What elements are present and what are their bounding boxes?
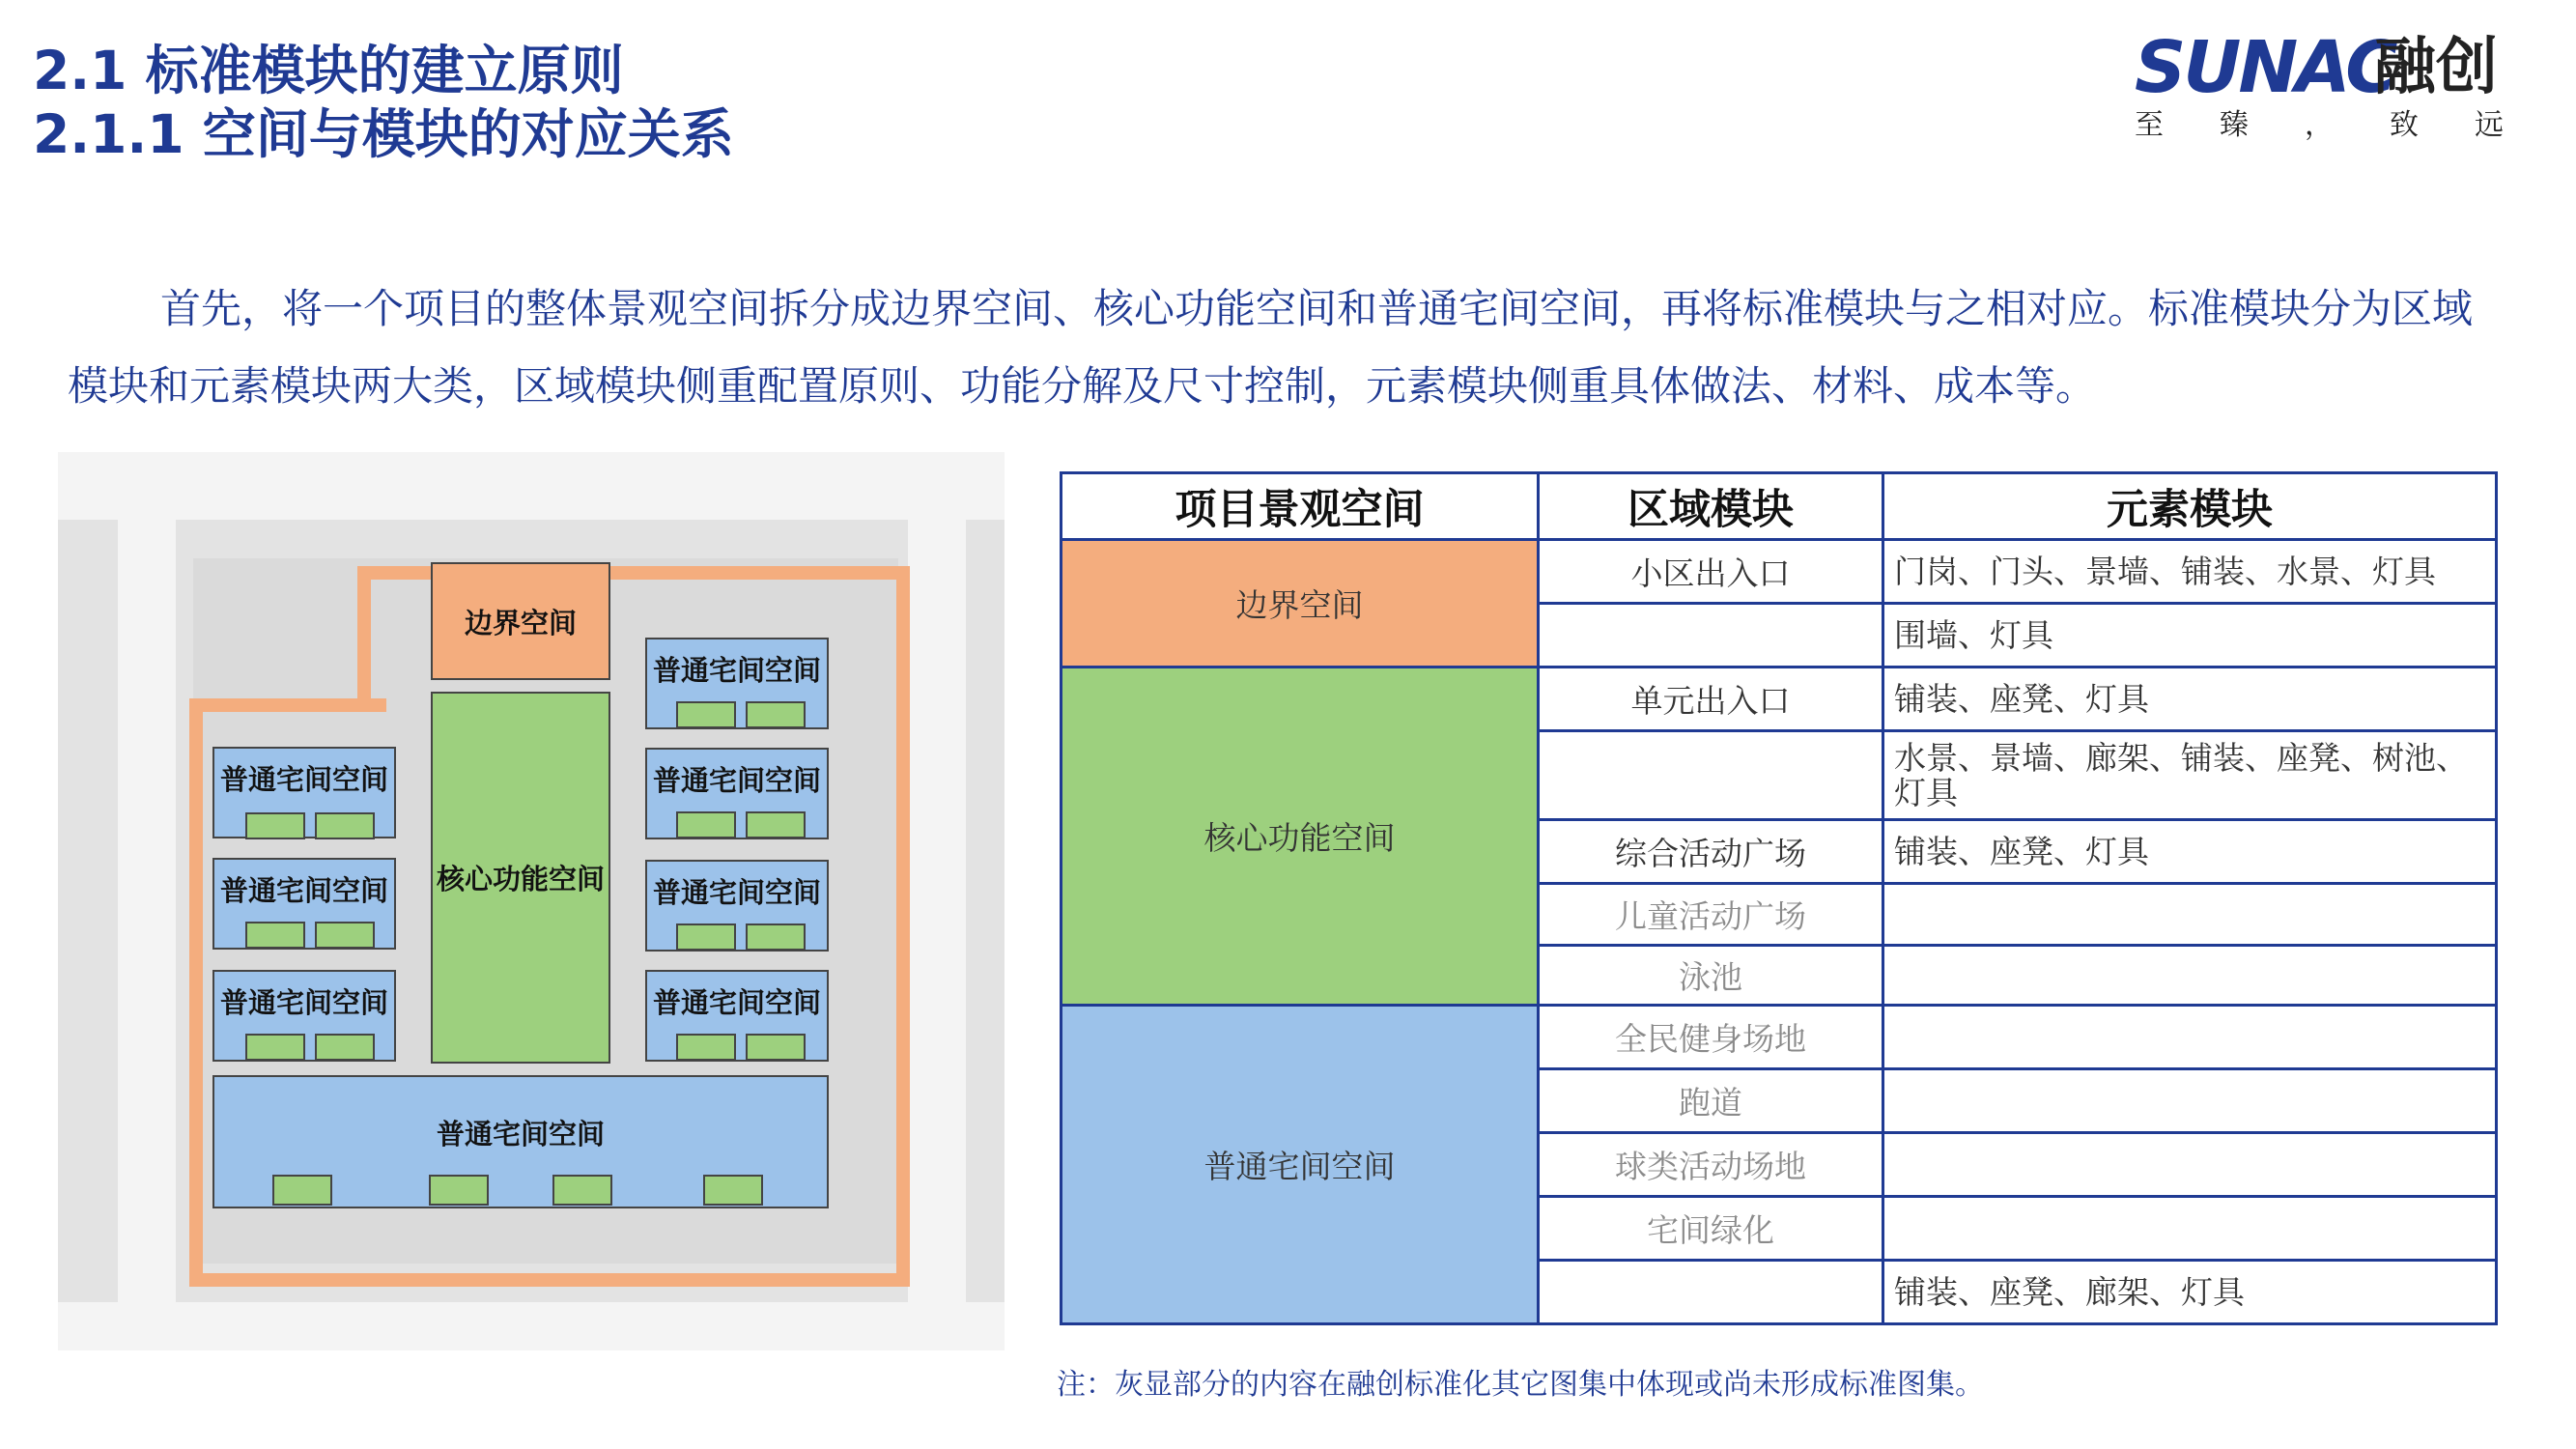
green-plot	[272, 1175, 332, 1206]
element-cell: 铺装、座凳、灯具	[1883, 668, 2497, 731]
zone-residential-label: 普通宅间空间	[219, 986, 388, 1019]
page-title: 2.1 标准模块的建立原则	[33, 40, 624, 101]
green-plot	[676, 701, 736, 728]
area-cell: 跑道	[1539, 1069, 1883, 1133]
road-west	[118, 452, 176, 1350]
area-cell	[1539, 604, 1883, 668]
header-area-module: 区域模块	[1539, 473, 1883, 540]
green-plot	[676, 811, 736, 838]
green-plot	[315, 1034, 375, 1061]
space-module-table	[1060, 471, 2498, 1325]
road-south	[58, 1302, 1005, 1350]
element-cell: 水景、景墙、廊架、铺装、座凳、树池、灯具	[1883, 731, 2497, 820]
zone-core-label: 核心功能空间	[436, 863, 605, 895]
logo-brand-cn: 融创	[2374, 32, 2498, 103]
zone-boundary-label: 边界空间	[464, 606, 577, 639]
zone-core	[431, 692, 610, 1064]
area-cell: 综合活动广场	[1539, 820, 1883, 884]
element-cell	[1883, 884, 2497, 946]
road-east	[908, 452, 966, 1350]
area-cell: 宅间绿化	[1539, 1197, 1883, 1261]
element-cell	[1883, 946, 2497, 1006]
area-cell	[1539, 731, 1883, 820]
element-cell: 铺装、座凳、灯具	[1883, 820, 2497, 884]
footnote: 注：灰显部分的内容在融创标准化其它图集中体现或尚未形成标准图集。	[1057, 1368, 1984, 1402]
header-element-module: 元素模块	[1883, 473, 2497, 540]
zone-residential-label: 普通宅间空间	[652, 764, 821, 797]
road-north	[58, 452, 1005, 520]
green-plot	[245, 1034, 305, 1061]
area-cell: 儿童活动广场	[1539, 884, 1883, 946]
green-plot	[676, 1034, 736, 1061]
green-plot	[746, 1034, 806, 1061]
boundary-outline-step	[357, 566, 371, 712]
green-plot	[429, 1175, 489, 1206]
area-cell: 全民健身场地	[1539, 1006, 1883, 1069]
green-plot	[245, 812, 305, 839]
area-cell: 球类活动场地	[1539, 1133, 1883, 1197]
category-boundary: 边界空间	[1062, 540, 1539, 668]
table-row	[1062, 1006, 2497, 1069]
zone-boundary	[431, 562, 610, 680]
logo-tagline: 至臻，致远	[2135, 108, 2560, 142]
element-cell	[1883, 1197, 2497, 1261]
zone-residential-label: 普通宅间空间	[219, 763, 388, 796]
area-cell: 单元出入口	[1539, 668, 1883, 731]
green-plot	[746, 701, 806, 728]
sunac-logo	[2135, 26, 2560, 142]
green-plot	[245, 922, 305, 949]
category-residential: 普通宅间空间	[1062, 1006, 1539, 1324]
intro-paragraph	[68, 270, 2482, 425]
table-row	[1062, 668, 2497, 731]
table-row	[1062, 540, 2497, 604]
zone-residential-label: 普通宅间空间	[652, 876, 821, 909]
intro-text: 首先，将一个项目的整体景观空间拆分成边界空间、核心功能空间和普通宅间空间，再将标准模块与之相对应。标准模块分为区域模块和元素模块两大类，区域模块侧重配置原则、功能分解及尺寸控制，元素模块侧重具体做法、材料、成本等。	[68, 285, 2474, 410]
green-plot	[746, 811, 806, 838]
green-plot	[315, 812, 375, 839]
green-plot	[676, 923, 736, 951]
site-plan	[58, 452, 1005, 1350]
element-cell: 铺装、座凳、廊架、灯具	[1883, 1261, 2497, 1324]
category-core: 核心功能空间	[1062, 668, 1539, 1006]
page-subtitle: 2.1.1 空间与模块的对应关系	[33, 103, 734, 165]
zone-residential-label: 普通宅间空间	[652, 986, 821, 1019]
green-plot	[746, 923, 806, 951]
element-cell	[1883, 1069, 2497, 1133]
zone-residential-label: 普通宅间空间	[436, 1117, 605, 1151]
element-cell: 围墙、灯具	[1883, 604, 2497, 668]
element-cell: 门岗、门头、景墙、铺装、水景、灯具	[1883, 540, 2497, 604]
element-cell	[1883, 1006, 2497, 1069]
zone-residential-label: 普通宅间空间	[219, 874, 388, 907]
element-cell	[1883, 1133, 2497, 1197]
zone-residential-label: 普通宅间空间	[652, 654, 821, 687]
header-landscape-space: 项目景观空间	[1062, 473, 1539, 540]
logo-brand: SUNAC	[2135, 26, 2395, 109]
area-cell	[1539, 1261, 1883, 1324]
green-plot	[703, 1175, 763, 1206]
green-plot	[315, 922, 375, 949]
green-plot	[552, 1175, 612, 1206]
table-header-row	[1062, 473, 2497, 540]
area-cell: 小区出入口	[1539, 540, 1883, 604]
area-cell: 泳池	[1539, 946, 1883, 1006]
